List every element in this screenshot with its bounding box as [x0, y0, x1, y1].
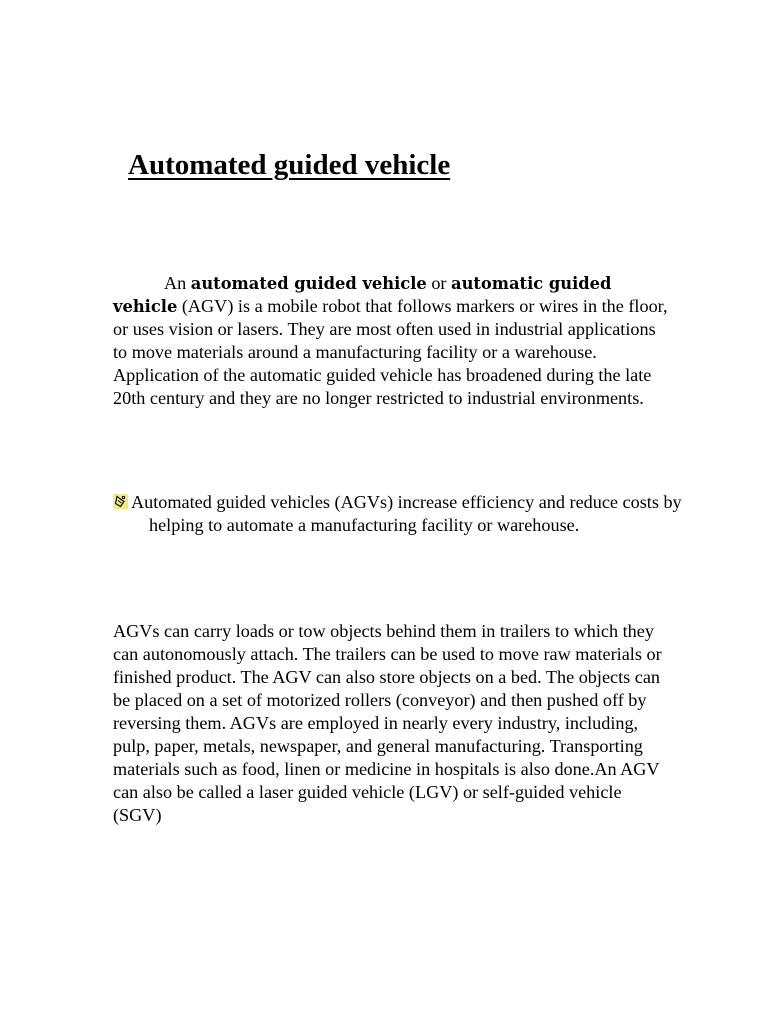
- intro-paragraph: [113, 272, 673, 410]
- intro-lead: An: [164, 273, 191, 293]
- bullet-text: Automated guided vehicles (AGVs) increase efficiency and reduce costs by helping to automate a manufacturing facility or warehouse.: [131, 492, 682, 535]
- intro-term-automated: automated guided vehicle: [190, 274, 427, 293]
- intro-term-automatic: automatic guided vehicle: [113, 274, 612, 316]
- bullet-item: [113, 491, 689, 537]
- intro-connector: or: [426, 273, 452, 293]
- intro-body: (AGV) is a mobile robot that follows markers or wires in the floor, or uses vision or lasers. They are most often used in industrial applications to move materials around a manufacturing facility or a warehouse. Application of the automatic guided vehicle has broadened during the late 20th century and they are no longer restricted to industrial environments.: [113, 296, 668, 408]
- body-paragraph: AGVs can carry loads or tow objects behind them in trailers to which they can autonomously attach. The trailers can be used to move raw materials or finished product. The AGV can also store objects on a bed. The objects can be placed on a set of motorized rollers (conveyor) and then pushed off by reversing them. AGVs are employed in nearly every industry, including, pulp, paper, metals, newspaper, and general manufacturing. Transporting materials such as food, linen or medicine in hospitals is also done.An AGV can also be called a laser guided vehicle (LGV) or self-guided vehicle (SGV): [113, 621, 662, 825]
- bullet-icon: [113, 494, 128, 509]
- page-title: Automated guided vehicle: [128, 149, 451, 181]
